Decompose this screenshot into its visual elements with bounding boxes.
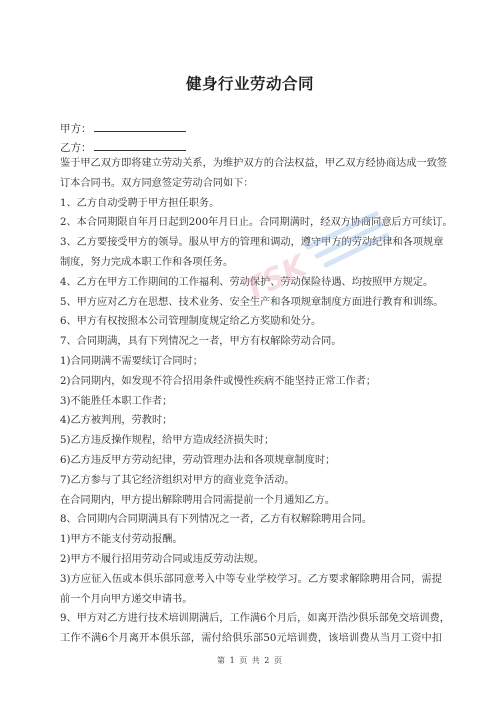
contract-line: 订本合同书。双方同意签定劳动合同如下： [60, 177, 254, 189]
contract-line: 4)乙方被判刑，劳教时； [60, 415, 173, 427]
contract-line: 1)甲方不能支付劳动报酬。 [60, 534, 183, 546]
party-a-field [60, 121, 186, 136]
contract-line: 8、合同期内合同期满具有下列情况之一者，乙方有权解除聘用合同。 [60, 514, 373, 526]
contract-line: 3)方应征入伍或本俱乐部同意考入中等专业学校学习。乙方要求解除聘用合同，需提 [60, 573, 442, 585]
party-a-blank-line [94, 121, 186, 132]
contract-line: 2、本合同期限自年月日起到200年月日止。合同期满时，经双方协商同意后方可续订。 [60, 217, 453, 229]
contract-line: 4、乙方在甲方工作期间的工作福利、劳动保护、劳动保险待遇、均按照甲方规定。 [60, 276, 434, 288]
document-title: 健身行业劳动合同 [185, 75, 314, 93]
contract-line: 3)不能胜任本职工作者； [60, 395, 173, 407]
contract-line: 9、甲方对乙方进行技术培训期满后，工作满6个月后，如离开浩沙俱乐部免交培训费， [60, 613, 450, 625]
party-b-field [60, 140, 186, 155]
party-b-label: 乙方： [60, 142, 92, 154]
contract-body [60, 154, 453, 649]
contract-line: 6)乙方违反甲方劳动纪律，劳动管理办法和各项规章制度时； [60, 454, 336, 466]
contract-line: 2)合同期内，如发现不符合招用条件或慢性疾病不能坚持正常工作者； [60, 375, 377, 387]
watermark-text: TSK [238, 248, 313, 309]
contract-line: 鉴于甲乙双方即将建立劳动关系，为维护双方的合法权益，甲乙双方经协商达成一致签 [60, 158, 448, 169]
contract-line: 1、乙方自动受聘于甲方担任职务。 [60, 197, 220, 209]
party-b-blank-line [94, 140, 186, 151]
contract-line: 3、乙方要接受甲方的领导。服从甲方的管理和调动，遵守甲方的劳动纪律和各项规章 [60, 237, 444, 249]
contract-line: 工作不满6个月离开本俱乐部，需付给俱乐部50元培训费，该培训费从当月工资中扣 [60, 633, 442, 645]
contract-line: 制度，努力完成本职工作和各项任务。 [60, 256, 234, 268]
contract-line: 2)甲方不履行招用劳动合同或违反劳动法规。 [60, 553, 265, 565]
contract-line: 6、甲方有权按照本公司管理制度规定给乙方奖励和处分。 [60, 316, 322, 328]
contract-line: 在合同期内，甲方提出解除聘用合同需提前一个月通知乙方。 [60, 494, 336, 506]
contract-line: 1)合同期满不需要续订合同时； [60, 355, 203, 367]
page-footer: 第 1 页 共 2 页 [217, 656, 283, 665]
contract-line: 7、合同期满，具有下列情况之一者，甲方有权解除劳动合同。 [60, 336, 342, 348]
party-a-label: 甲方： [60, 123, 92, 135]
contract-line: 7)乙方参与了其它经济组织对甲方的商业竞争活动。 [60, 474, 295, 486]
contract-line: 前一个月向甲方递交申请书。 [60, 593, 193, 605]
contract-line: 5)乙方违反操作规程，给甲方造成经济损失时； [60, 435, 275, 447]
contract-line: 5、甲方应对乙方在思想、技术业务、安全生产和各项规章制度方面进行教育和训练。 [60, 296, 444, 308]
